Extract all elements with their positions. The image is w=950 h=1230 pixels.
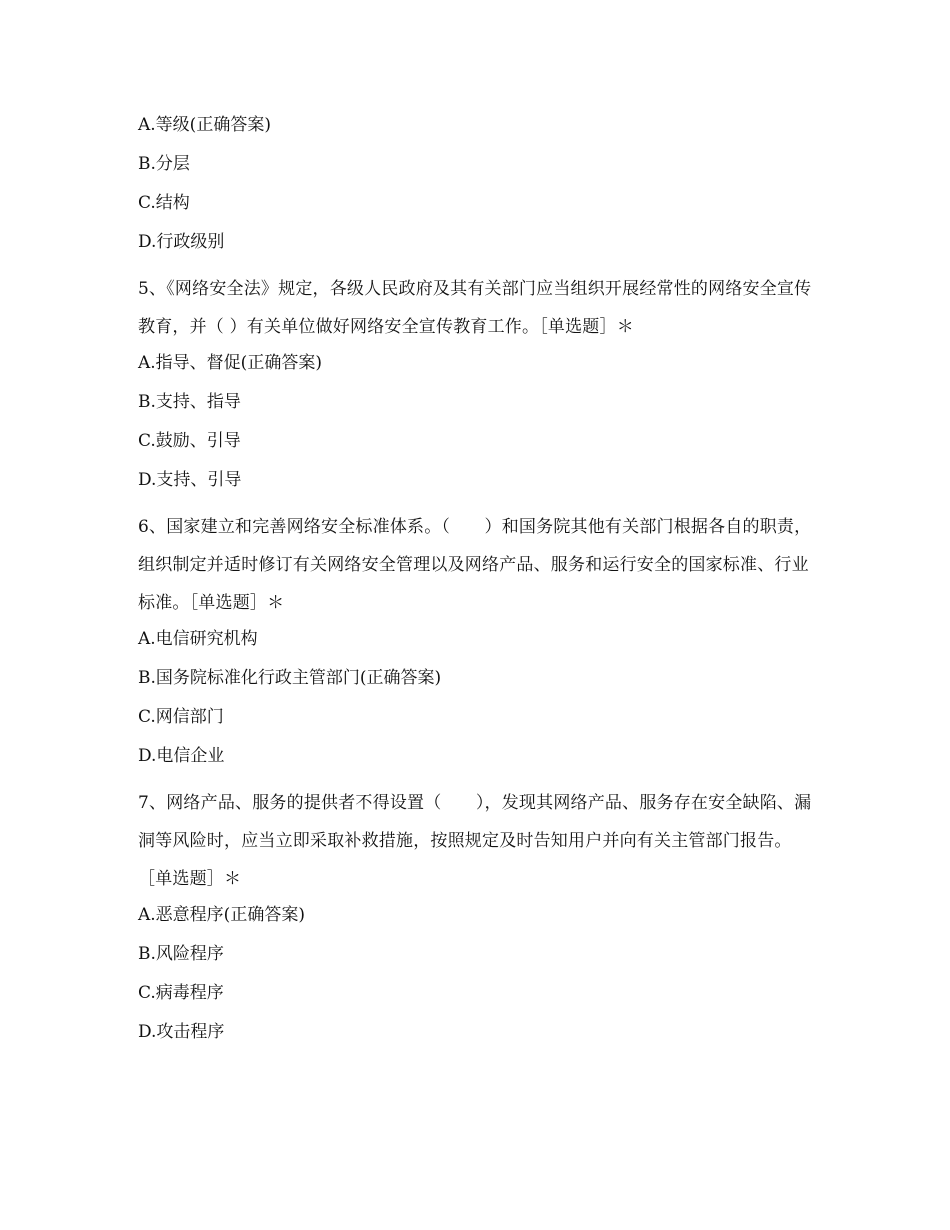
option-a: A.等级(正确答案) bbox=[138, 115, 271, 135]
option-d: D.支持、引导 bbox=[138, 470, 242, 490]
option-c: C.网信部门 bbox=[138, 707, 224, 727]
question-text: 7、网络产品、服务的提供者不得设置（ ），发现其网络产品、服务存在安全缺陷、漏洞等风险时，应当立即采取补救措施，按照规定及时告知用户并向有关主管部门报告。［单选题］＊ bbox=[138, 793, 812, 889]
question-7 bbox=[138, 784, 812, 1043]
option-b: B.支持、指导 bbox=[138, 392, 241, 412]
option-b: B.分层 bbox=[138, 154, 190, 174]
question-text: 6、国家建立和完善网络安全标准体系。（ ）和国务院其他有关部门根据各自的职责，组织制定并适时修订有关网络安全管理以及网络产品、服务和运行安全的国家标准、行业标准。［单选题］＊ bbox=[138, 517, 812, 613]
option-b: B.国务院标准化行政主管部门(正确答案) bbox=[138, 668, 442, 688]
option-c: C.结构 bbox=[138, 193, 190, 213]
option-a: A.恶意程序(正确答案) bbox=[138, 905, 305, 925]
option-d: D.电信企业 bbox=[138, 746, 225, 766]
question-text: 5、《网络安全法》规定，各级人民政府及其有关部门应当组织开展经常性的网络安全宣传教育，并（ ）有关单位做好网络安全宣传教育工作。［单选题］＊ bbox=[138, 279, 812, 337]
question-4-options bbox=[138, 114, 812, 253]
question-6 bbox=[138, 508, 812, 767]
option-d: D.行政级别 bbox=[138, 232, 225, 252]
option-a: A.电信研究机构 bbox=[138, 629, 258, 649]
option-a: A.指导、督促(正确答案) bbox=[138, 353, 322, 373]
question-5 bbox=[138, 270, 812, 491]
option-c: C.鼓励、引导 bbox=[138, 431, 241, 451]
option-b: B.风险程序 bbox=[138, 944, 224, 964]
option-d: D.攻击程序 bbox=[138, 1022, 225, 1042]
option-c: C.病毒程序 bbox=[138, 983, 224, 1003]
